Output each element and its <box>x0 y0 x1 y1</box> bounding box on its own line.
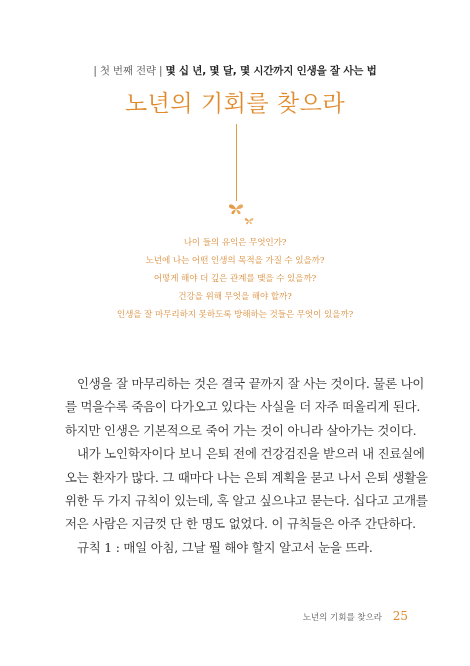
body-line: 위한 두 가지 규칙이 있는데, 혹 알고 싶으냐고 묻는다. 십다고 고개를 <box>65 493 428 509</box>
body-line: 저은 사람은 지금껏 단 한 명도 없었다. 이 규칙들은 아주 간단하다. <box>65 516 416 532</box>
decorative-line <box>236 124 237 201</box>
butterfly-icon <box>228 203 244 215</box>
question-list <box>0 234 470 324</box>
chapter-subtitle: 몇 십 년, 몇 달, 몇 시간까지 인생을 잘 사는 법 <box>165 65 377 77</box>
question-item: 인생을 잘 마무리하지 못하도록 방해하는 것들은 무엇이 있을까? <box>116 310 354 320</box>
chapter-title: 노년의 기회를 찾으라 <box>124 91 346 117</box>
body-line: 규칙 1 : 매일 아침, 그날 뭘 해야 할지 알고서 눈을 뜨라. <box>77 539 373 555</box>
body-text <box>65 372 428 559</box>
body-line: 를 먹을수록 죽음이 다가오고 있다는 사실을 더 자주 떠올리게 된다. <box>65 399 421 415</box>
question-item: 어떻게 해야 더 깊은 관계를 맺을 수 있을까? <box>153 274 317 284</box>
butterfly-small-icon <box>244 217 254 225</box>
body-line: 내가 노인학자이다 보니 은퇴 전에 건강검진을 받으러 내 진료실에 <box>77 446 425 462</box>
body-line: 인생을 잘 마무리하는 것은 결국 끝까지 잘 사는 것이다. 물론 나이 <box>77 376 425 391</box>
running-title: 노년의 기회를 찾으라 <box>302 613 383 623</box>
body-line: 하지만 인생은 기본적으로 죽어 가는 것이 아니라 살아가는 것이다. <box>65 422 417 438</box>
question-item: 노년에 나는 어떤 인생의 목적을 가질 수 있을까? <box>145 256 325 266</box>
chapter-header <box>0 63 470 78</box>
question-item: 나이 들의 유익은 무엇인가? <box>183 238 287 248</box>
page-number: 25 <box>392 609 408 623</box>
question-item: 건강을 위해 무엇을 해야 할까? <box>178 292 292 302</box>
page-footer <box>303 609 408 623</box>
strategy-label: | 첫 번째 전략 | <box>93 65 163 77</box>
body-line: 오는 환자가 많다. 그 때마다 나는 은퇴 계획을 묻고 나서 은퇴 생활을 <box>65 469 428 485</box>
